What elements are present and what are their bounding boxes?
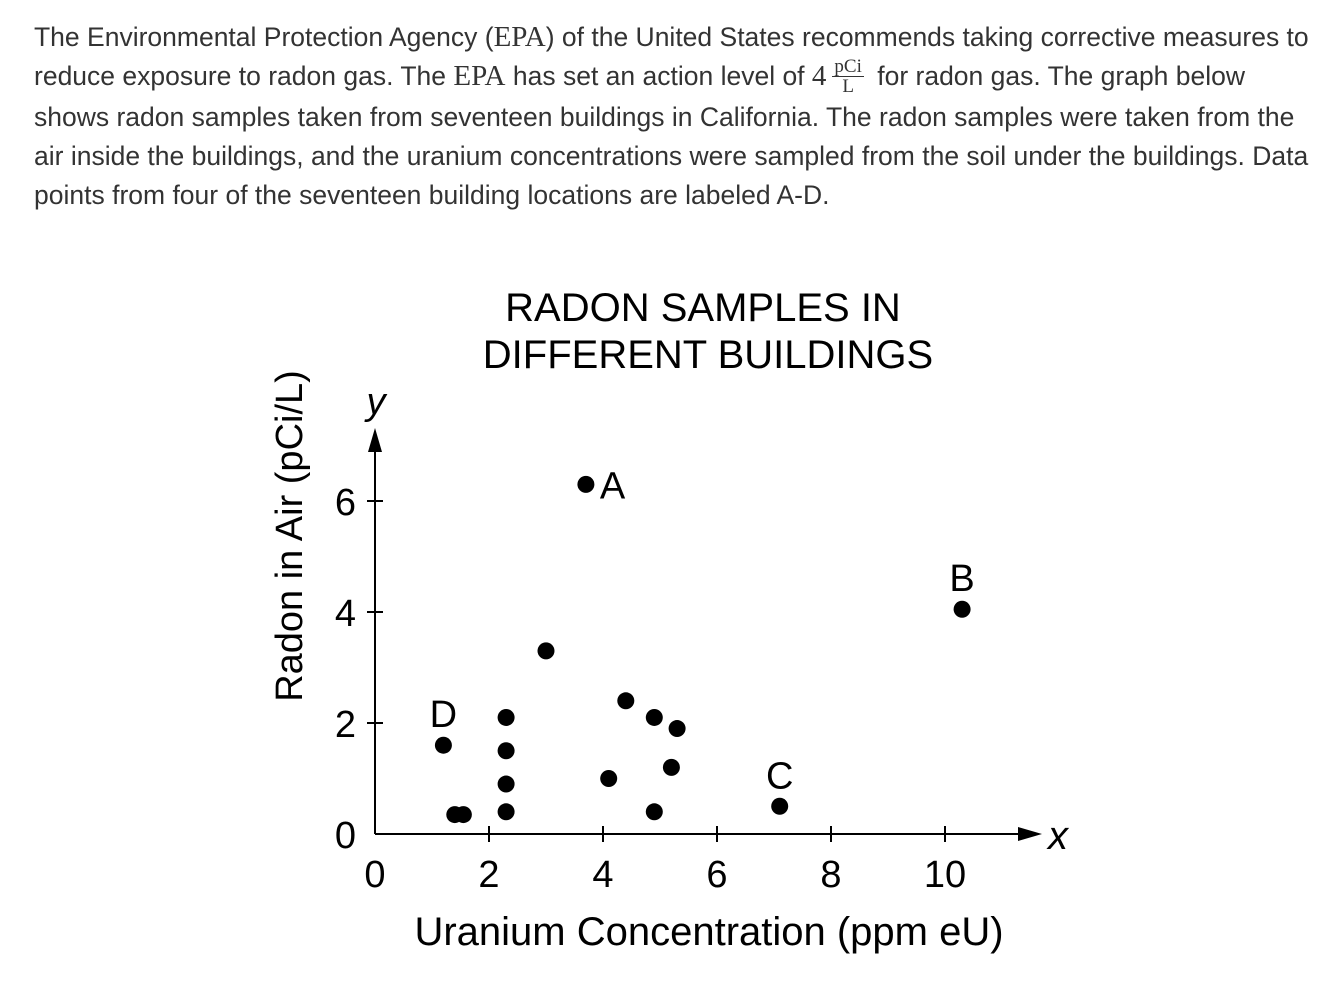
y-tick-label: 0 — [334, 815, 356, 857]
x-tick-label: 8 — [820, 854, 842, 896]
data-point — [538, 642, 555, 659]
chart-axes — [368, 428, 1042, 841]
point-label: A — [599, 465, 626, 508]
y-axis-variable: y — [366, 381, 386, 423]
x-axis-label: Uranium Concentration (ppm eU) — [414, 910, 1004, 954]
data-point — [771, 798, 788, 815]
data-point — [617, 692, 634, 709]
data-point — [577, 476, 594, 493]
data-point — [646, 709, 663, 726]
chart-title-line1: RADON SAMPLES IN — [505, 286, 901, 330]
x-tick-label: 6 — [706, 854, 728, 896]
y-axis-label: Radon in Air (pCi/L) — [269, 370, 311, 702]
data-point — [646, 803, 663, 820]
chart-points — [430, 465, 975, 823]
unit-fraction: $\frac{\text{pCi}}{L}$ — [834, 55, 862, 97]
x-tick-label: 4 — [592, 854, 614, 896]
x-axis-variable: x — [1048, 814, 1068, 858]
data-point — [669, 720, 686, 737]
x-tick-label: 10 — [923, 854, 967, 896]
chart-title-line2: DIFFERENT BUILDINGS — [482, 333, 934, 377]
data-point — [600, 770, 617, 787]
data-point — [435, 737, 452, 754]
point-label: B — [949, 558, 975, 601]
y-axis-arrowhead — [368, 428, 382, 452]
point-label: D — [429, 694, 458, 737]
intro-paragraph: The Environmental Protection Agency (EPA) of the United States recommends taking corrective measures to reduce exposure to radon gas. The EPA has set an action level of 4 $\frac{\text{pCi}}{L}$ for radon gas. The graph below shows radon samples taken from seventeen buildings in California. The radon samples were taken from the air inside the buildings, and the uranium concentrations were sampled from the soil under the buildings. Data points from four of the seventeen building locations are labeled A-D. — [34, 21, 1309, 210]
y-tick-label: 6 — [334, 482, 356, 524]
data-point — [455, 806, 472, 823]
x-axis-arrowhead — [1018, 827, 1042, 841]
data-point — [498, 776, 515, 793]
data-point — [498, 803, 515, 820]
data-point — [663, 759, 680, 776]
data-point — [498, 709, 515, 726]
y-tick-label: 4 — [334, 593, 356, 635]
data-point — [954, 601, 971, 618]
data-point — [498, 742, 515, 759]
x-tick-label: 2 — [478, 854, 500, 896]
point-label: C — [765, 755, 794, 798]
x-tick-label: 0 — [364, 854, 386, 896]
y-tick-label: 2 — [334, 704, 356, 746]
